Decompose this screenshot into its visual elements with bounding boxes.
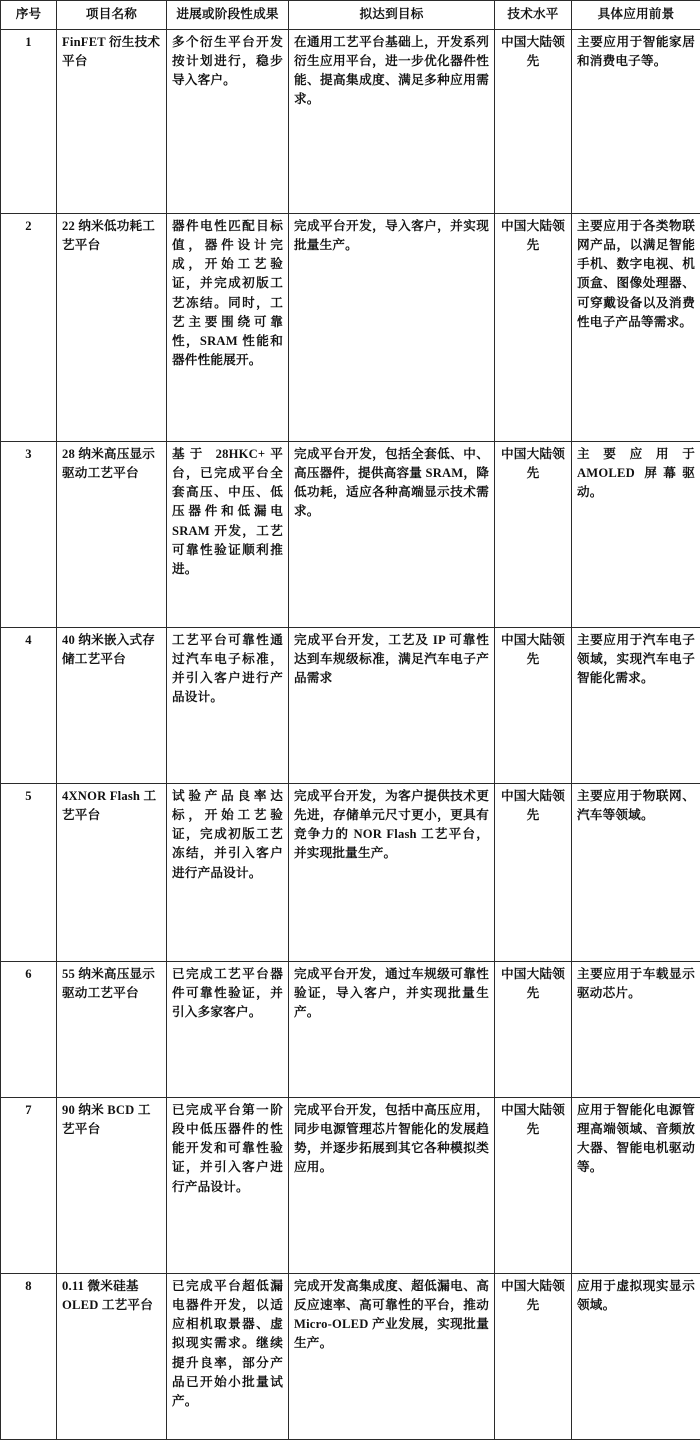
cell-application: 主要应用于各类物联网产品，以满足智能手机、数字电视、机顶盒、图像处理器、可穿戴设备以及消费性电子产品等需求。 [572,214,700,442]
cell-tech-level: 中国大陆领先 [495,962,572,1098]
cell-project-name: 55 纳米高压显示驱动工艺平台 [57,962,167,1098]
table-row [1,784,700,962]
cell-tech-level: 中国大陆领先 [495,214,572,442]
cell-sequence: 5 [1,784,57,962]
table-row [1,1098,700,1274]
cell-sequence: 1 [1,30,57,214]
table-row [1,214,700,442]
column-header-progress: 进展或阶段性成果 [167,1,289,30]
column-header-goal: 拟达到目标 [289,1,495,30]
cell-goal: 完成平台开发，为客户提供技术更先进，存储单元尺寸更小，更具有竞争力的 NOR Flash 工艺平台，并实现批量生产。 [289,784,495,962]
cell-sequence: 2 [1,214,57,442]
cell-project-name: 0.11 微米硅基 OLED 工艺平台 [57,1274,167,1440]
cell-tech-level: 中国大陆领先 [495,1098,572,1274]
table-row [1,30,700,214]
cell-progress: 试验产品良率达标，开始工艺验证，完成初版工艺冻结，并引入客户进行产品设计。 [167,784,289,962]
cell-sequence: 6 [1,962,57,1098]
cell-application: 主要应用于 AMOLED 屏幕驱动。 [572,442,700,628]
cell-application: 主要应用于物联网、汽车等领域。 [572,784,700,962]
cell-goal: 完成平台开发，工艺及 IP 可靠性达到车规级标准，满足汽车电子产品需求 [289,628,495,784]
cell-sequence: 8 [1,1274,57,1440]
column-header-tech-level: 技术水平 [495,1,572,30]
cell-progress: 器件电性匹配目标值，器件设计完成，开始工艺验证，并完成初版工艺冻结。同时，工艺主要围绕可靠性，SRAM 性能和器件性能展开。 [167,214,289,442]
cell-application: 主要应用于智能家居和消费电子等。 [572,30,700,214]
cell-application: 主要应用于汽车电子领域，实现汽车电子智能化需求。 [572,628,700,784]
cell-goal: 完成开发高集成度、超低漏电、高反应速率、高可靠性的平台，推动 Micro-OLED 产业发展，实现批量生产。 [289,1274,495,1440]
cell-application: 应用于智能化电源管理高端领域、音频放大器、智能电机驱动等。 [572,1098,700,1274]
cell-project-name: 28 纳米高压显示驱动工艺平台 [57,442,167,628]
cell-sequence: 7 [1,1098,57,1274]
table-row [1,442,700,628]
cell-tech-level: 中国大陆领先 [495,1274,572,1440]
cell-goal: 在通用工艺平台基础上，开发系列衍生应用平台，进一步优化器件性能、提高集成度、满足多种应用需求。 [289,30,495,214]
cell-application: 应用于虚拟现实显示领域。 [572,1274,700,1440]
cell-progress: 已完成平台超低漏电器件开发，以适应相机取景器、虚拟现实需求。继续提升良率，部分产品已开始小批量试产。 [167,1274,289,1440]
table-header-row [1,1,700,30]
cell-project-name: 40 纳米嵌入式存储工艺平台 [57,628,167,784]
table-row [1,628,700,784]
cell-goal: 完成平台开发，通过车规级可靠性验证，导入客户，并实现批量生产。 [289,962,495,1098]
cell-sequence: 3 [1,442,57,628]
cell-tech-level: 中国大陆领先 [495,30,572,214]
cell-project-name: FinFET 衍生技术平台 [57,30,167,214]
cell-tech-level: 中国大陆领先 [495,442,572,628]
cell-tech-level: 中国大陆领先 [495,784,572,962]
cell-tech-level: 中国大陆领先 [495,628,572,784]
cell-progress: 已完成平台第一阶段中低压器件的性能开发和可靠性验证，并引入客户进行产品设计。 [167,1098,289,1274]
column-header-project-name: 项目名称 [57,1,167,30]
table-row [1,1274,700,1440]
cell-goal: 完成平台开发，包括全套低、中、高压器件，提供高容量 SRAM，降低功耗，适应各种高端显示技术需求。 [289,442,495,628]
cell-goal: 完成平台开发，包括中高压应用，同步电源管理芯片智能化的发展趋势，并逐步拓展到其它各种模拟类应用。 [289,1098,495,1274]
cell-progress: 已完成工艺平台器件可靠性验证，并引入多家客户。 [167,962,289,1098]
cell-progress: 工艺平台可靠性通过汽车电子标准，并引入客户进行产品设计。 [167,628,289,784]
cell-goal: 完成平台开发，导入客户，并实现批量生产。 [289,214,495,442]
table-row [1,962,700,1098]
column-header-application: 具体应用前景 [572,1,700,30]
cell-progress: 基于 28HKC+平台，已完成平台全套高压、中压、低压器件和低漏电 SRAM 开发，工艺可靠性验证顺利推进。 [167,442,289,628]
cell-project-name: 90 纳米 BCD 工艺平台 [57,1098,167,1274]
cell-application: 主要应用于车载显示驱动芯片。 [572,962,700,1098]
column-header-sequence: 序号 [1,1,57,30]
cell-progress: 多个衍生平台开发按计划进行，稳步导入客户。 [167,30,289,214]
cell-project-name: 4XNOR Flash 工艺平台 [57,784,167,962]
cell-project-name: 22 纳米低功耗工艺平台 [57,214,167,442]
cell-sequence: 4 [1,628,57,784]
